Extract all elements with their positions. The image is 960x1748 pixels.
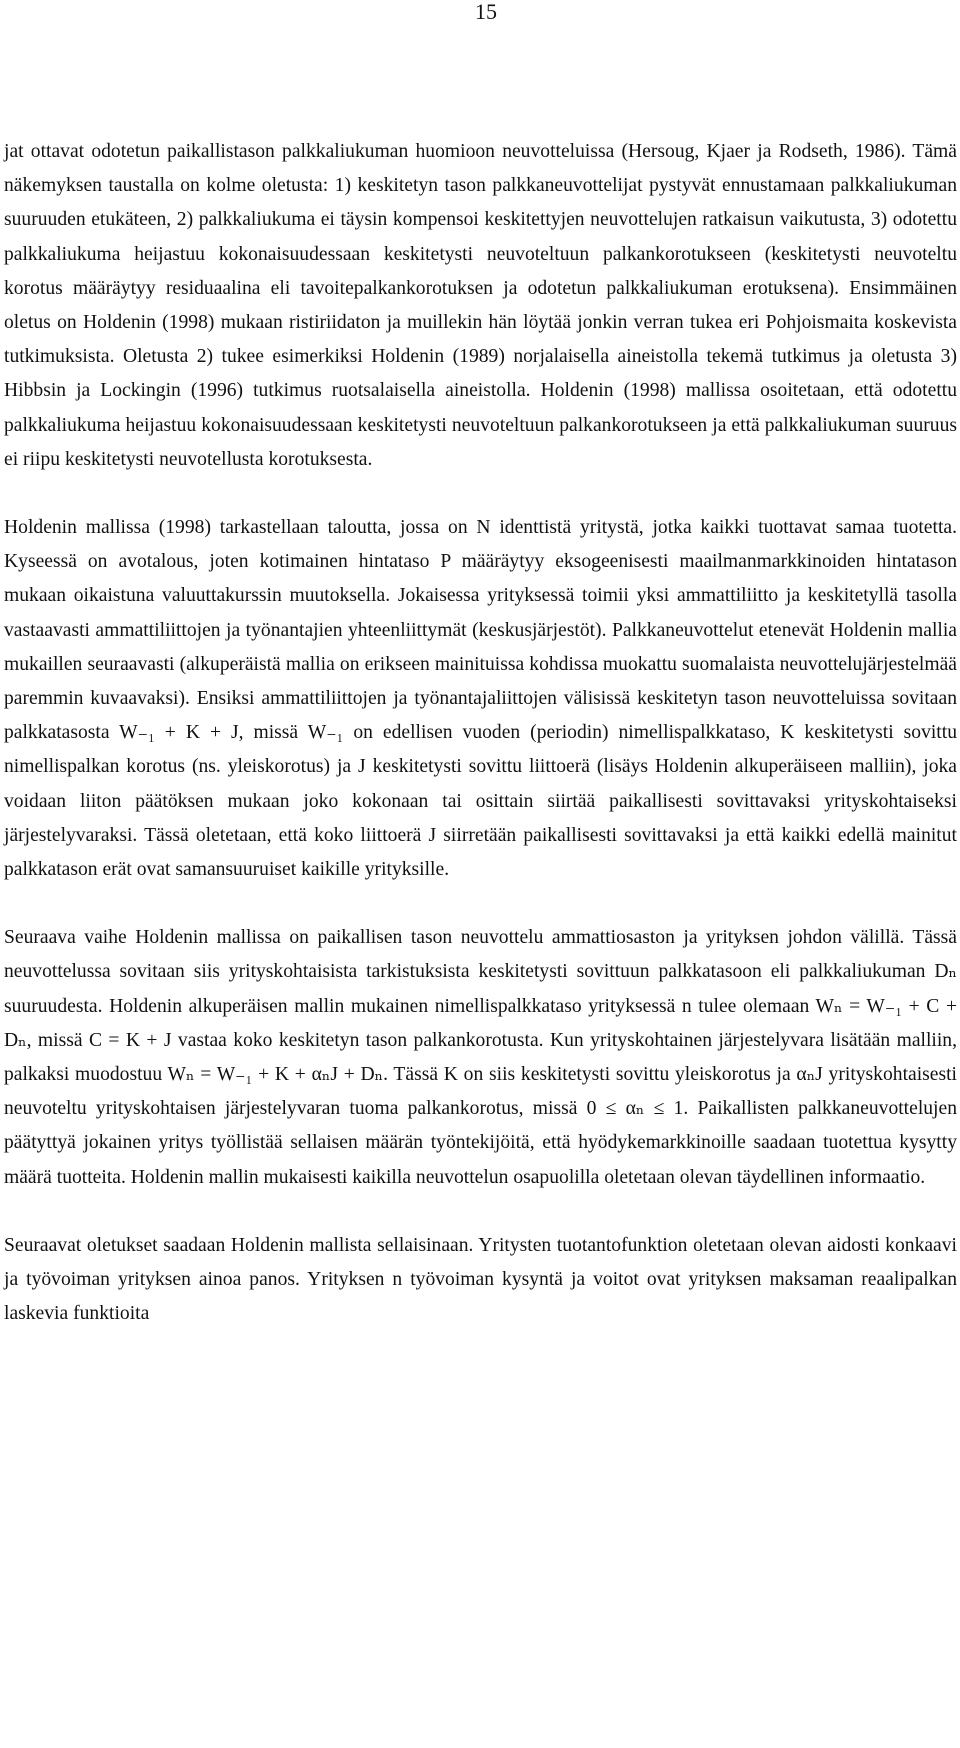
paragraph-2: Holdenin mallissa (1998) tarkastellaan taloutta, jossa on N identtistä yritystä, jotka kaikki tuottavat samaa tuotetta. Kyseessä on avotalous, joten kotimainen hintataso P määräytyy eksogeenisesti maailmanmarkkinoiden hintatason mukaan oikaistuna valuuttakurssin muutoksella. Jokaisessa yrityksessä toimii yksi ammattiliitto ja keskitetyllä tasolla vastaavasti ammattiliittojen ja työnantajien yhteenliittymät (keskusjärjestöt). Palkkaneuvottelut etenevät Holdenin mallia mukaillen seuraavasti (alkuperäistä mallia on erikseen mainituissa kohdissa muokattu suomalaista neuvottelujärjestelmää paremmin kuvaavaksi). Ensiksi ammattiliittojen ja työnantajaliittojen välisissä keskitetyn tason neuvotteluissa sovitaan palkkatasosta W₋₁ + K + J, missä W₋₁ on edellisen vuoden (periodin) nimellispalkkataso, K keskitetysti sovittu nimellispalkan korotus (ns. yleiskorotus) ja J keskitetysti sovittu liittoerä (lisäys Holdenin alkuperäiseen malliin), joka voidaan liiton päätöksen mukaan joko kokonaan tai osittain siirtää paikallisesti sovittavaksi yrityskohtaiseksi järjestelyvaraksi. Tässä oletetaan, että koko liittoerä J siirretään paikallisesti sovittavaksi ja että kaikki edellä mainitut palkkatason erät ovat samansuuruiset kaikille yrityksille. <box>4 517 957 881</box>
paragraph-1: jat ottavat odotetun paikallistason palkkaliukuman huomioon neuvotteluissa (Hersoug, Kjaer ja Rodseth, 1986). Tämä näkemyksen taustalla on kolme oletusta: 1) keskitetyn tason palkkaneuvottelijat pystyvät ennustamaan palkkaliukuman suuruuden etukäteen, 2) palkkaliukuma ei täysin kompensoi keskitettyjen neuvottelujen ratkaisun vaikutusta, 3) odotettu palkkaliukuma heijastuu kokonaisuudessaan keskitetysti neuvoteltuun palkankorotukseen (keskitetysti neuvoteltu korotus määräytyy residuaalina eli tavoitepalkankorotuksen ja odotetun palkkaliukuman erotuksena). Ensimmäinen oletus on Holdenin (1998) mukaan ristiriidaton ja muillekin hän löytää jonkin verran tukea eri Pohjoismaita koskevista tutkimuksista. Oletusta 2) tukee esimerkiksi Holdenin (1989) norjalaisella aineistolla tekemä tutkimus ja oletusta 3) Hibbsin ja Lockingin (1996) tutkimus ruotsalaisella aineistolla. Holdenin (1998) mallissa osoitetaan, että odotettu palkkaliukuma heijastuu kokonaisuudessaan keskitetysti neuvoteltuun palkankorotukseen ja että palkkaliukuman suuruus ei riipu keskitetysti neuvotellusta korotuksesta. <box>4 141 957 470</box>
paragraph-4: Seuraavat oletukset saadaan Holdenin mallista sellaisinaan. Yritysten tuotantofunktion oletetaan olevan aidosti konkaavi ja työvoiman yrityksen ainoa panos. Yrityksen n työvoiman kysyntä ja voitot ovat yrityksen maksaman reaalipalkan laskevia funktioita <box>4 1234 957 1325</box>
paragraph-3: Seuraava vaihe Holdenin mallissa on paikallisen tason neuvottelu ammattiosaston ja yrityksen johdon välillä. Tässä neuvottelussa sovitaan siis yrityskohtaisista tarkistuksista keskitetysti sovittuun palkkatasoon eli palkkaliukuman Dₙ suuruudesta. Holdenin alkuperäisen mallin mukainen nimellispalkkataso yrityksessä n tulee olemaan Wₙ = W₋₁ + C + Dₙ, missä C = K + J vastaa koko keskitetyn tason palkankorotusta. Kun yrityskohtainen järjestelyvara lisätään malliin, palkaksi muodostuu Wₙ = W₋₁ + K + αₙJ + Dₙ. Tässä K on siis keskitetysti sovittu yleiskorotus ja αₙJ yrityskohtaisesti neuvoteltu yrityskohtaisen järjestelyvaran tuoma palkankorotus, missä 0 ≤ αₙ ≤ 1. Paikallisten palkkaneuvottelujen päätyttyä jokainen yritys työllistää sellaisen määrän työntekijöitä, että hyödykemarkkinoille saadaan tuotettua kysytty määrä tuotteita. Holdenin mallin mukaisesti kaikilla neuvottelun osapuolilla oletetaan olevan täydellinen informaatio. <box>4 927 957 1188</box>
document-body <box>4 135 957 1332</box>
page-number: 15 <box>475 0 497 24</box>
